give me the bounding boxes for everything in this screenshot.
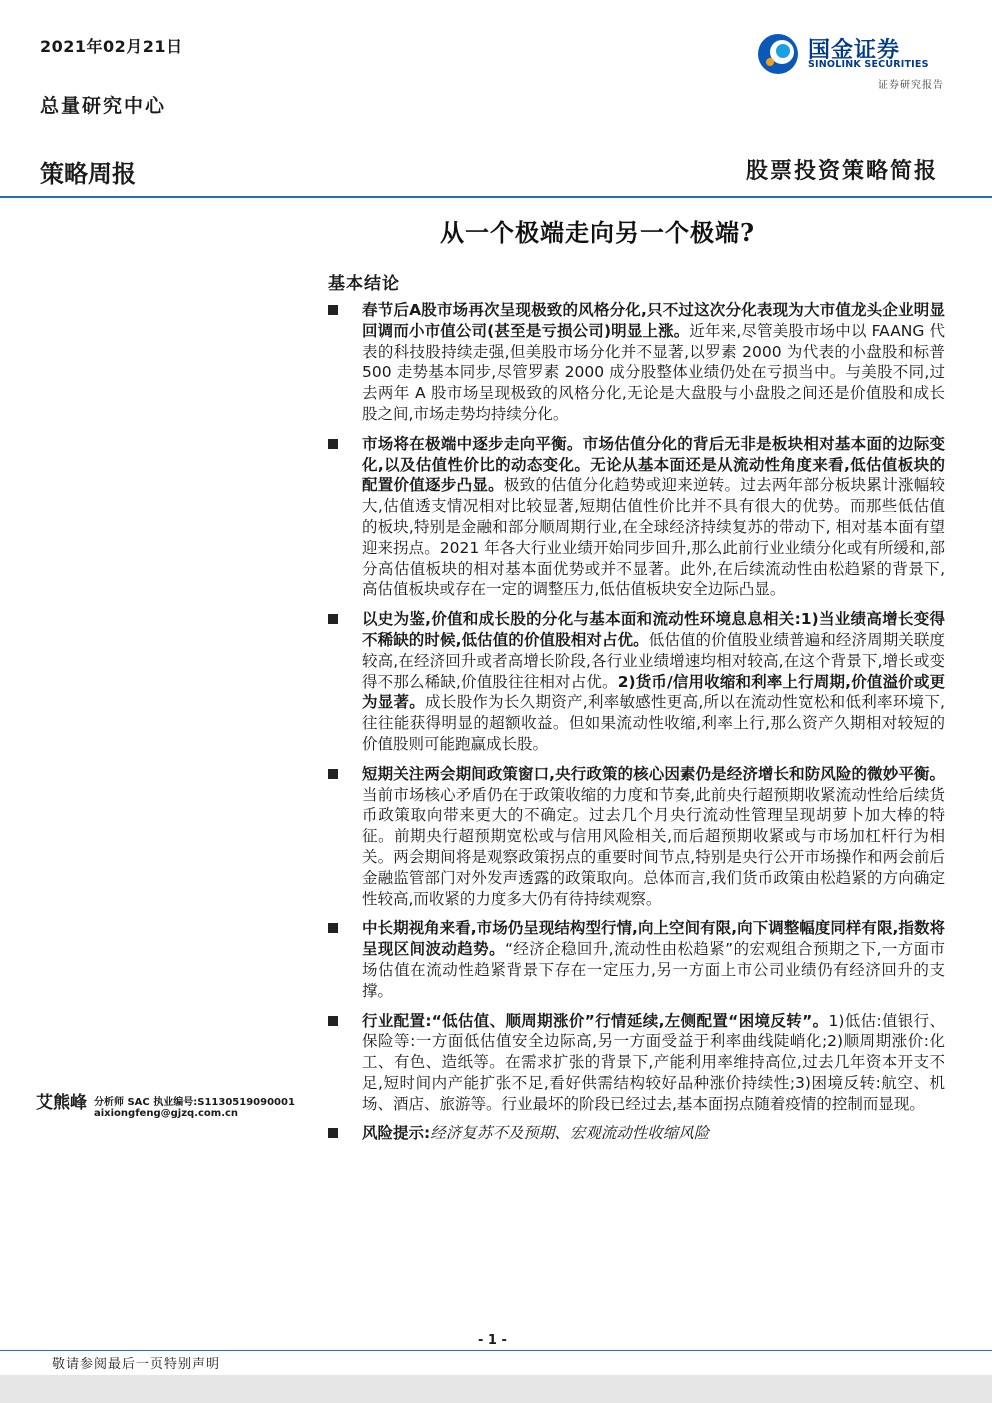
item-body: “经济企稳回升,流动性由松趋紧”的宏观组合预期之下,一方面市场估值在流动性趋紧背景下存在一定压力,另一方面上市公司业绩仍有经济回升的支撑。	[362, 940, 945, 1000]
page-number: - 1 -	[478, 1333, 507, 1348]
item-lead: 以史为鉴,价值和成长股的分化与基本面和流动性环境息息相关:1)当业绩高增长变得不稀缺的时候,低估值的价值股相对占优。	[362, 610, 945, 649]
item-lead: 市场将在极端中逐步走向平衡。市场估值分化的背后无非是板块相对基本面的边际变化,以及估值性价比的动态变化。无论从基本面还是从流动性角度来看,低估值板块的配置价值逐步凸显。	[362, 434, 945, 495]
logo-subtitle: 证券研究报告	[878, 80, 944, 91]
analyst-name: 艾熊峰	[36, 1093, 87, 1113]
conclusion-item	[328, 434, 945, 600]
conclusion-item	[328, 764, 945, 910]
footer-disclaimer: 敬请参阅最后一页特别声明	[52, 1357, 221, 1372]
item-lead: 行业配置:“低估值、顺周期涨价”行情延续,左侧配置“困境反转”。	[362, 1011, 829, 1030]
bullet-square-icon	[328, 305, 338, 315]
analyst-email: aixiongfeng@gjzq.com.cn	[94, 1108, 239, 1119]
logo-name-en: SINOLINK SECURITIES	[808, 59, 929, 70]
item-body: 1)低估:值银行、保险等:一方面低估值安全边际高,另一方面受益于利率曲线陡峭化;2)顺周期涨价:化工、有色、造纸等。在需求扩张的背景下,产能利用率维持高位,过去几年资本开支不足,短时间内产能扩张不足,看好供需结构较好品种涨价持续性;3)困境反转:航空、机场、酒店、旅游等。行业最坏的阶段已经过去,基本面拐点随着疫情的控制而显现。	[362, 1011, 945, 1113]
sinolink-logo-mark-icon	[756, 32, 800, 76]
bullet-square-icon	[328, 1016, 338, 1026]
footer-divider	[0, 1350, 992, 1351]
bullet-square-icon	[328, 769, 338, 779]
item-lead: 中长期视角来看,市场仍呈现结构型行情,向上空间有限,向下调整幅度同样有限,指数将呈现区间波动趋势。	[362, 919, 945, 959]
company-logo	[756, 30, 946, 92]
item-lead-2: 2)货币/信用收缩和利率上行周期,价值溢价或更为显著。	[362, 672, 946, 712]
bullet-square-icon	[328, 1128, 338, 1138]
logo-name-cn: 国金证券	[808, 38, 901, 63]
bullet-square-icon	[328, 439, 338, 449]
risk-label: 风险提示:	[362, 1124, 431, 1143]
risk-text: 经济复苏不及预期、宏观流动性收缩风险	[430, 1124, 710, 1143]
analyst-cert: 分析师 SAC 执业编号:S1130519090001	[94, 1097, 295, 1108]
research-center: 总量研究中心	[40, 95, 167, 117]
report-date: 2021年02月21日	[40, 37, 183, 56]
header-divider	[0, 196, 992, 198]
bullet-square-icon	[328, 923, 338, 933]
item-lead: 春节后A股市场再次呈现极致的风格分化,只不过这次分化表现为大市值龙头企业明显回调而小市值公司(甚至是亏损公司)明显上涨。	[362, 301, 945, 340]
bullet-square-icon	[328, 614, 338, 624]
report-series: 股票投资策略简报	[745, 158, 938, 184]
footer-band	[0, 1375, 992, 1403]
section-heading: 基本结论	[328, 274, 400, 294]
risk-item	[328, 1123, 945, 1144]
item-body: 近年来,尽管美股市场中以 FAANG 代表的科技股持续走强,但美股市场分化并不显著,以罗素 2000 为代表的小盘股和标普 500 走势基本同步,尽管罗素 2000 成分股整体业绩仍处在亏损当中。与美股不同,过去两年 A 股市场呈现极致的风格分化,无论是大盘股与小盘股之间还是价值股和成长股之间,市场走势均持续分化。	[362, 321, 945, 423]
item-body: 当前市场核心矛盾仍在于政策收缩的力度和节奏,此前央行超预期收紧流动性给后续货币政策取向带来更大的不确定。过去几个月央行流动性管理呈现胡萝卜加大棒的特征。前期央行超预期宽松或与信用风险相关,而后超预期收紧或与市场加杠杆行为相关。两会期间将是观察政策拐点的重要时间节点,特别是央行公开市场操作和两会前后金融监管部门对外发声透露的政策取向。总体而言,我们货币政策由松趋紧的方向确定性较高,而收紧的力度多大仍有待持续观察。	[362, 785, 945, 908]
conclusion-item	[328, 300, 945, 425]
item-body: 低估值的价值股业绩普遍和经济周期关联度较高,在经济回升或者高增长阶段,各行业业绩增速均相对较高,在这个背景下,增长或变得不那么稀缺,价值股往往相对占优。	[362, 630, 945, 691]
item-body: 极致的估值分化趋势或迎来逆转。过去两年部分板块累计涨幅较大,估值透支情况相对比较显著,短期估值性价比并不具有很大的优势。而那些低估值的板块,特别是金融和部分顺周期行业,在全球经济持续复苏的带动下, 相对基本面有望迎来拐点。2021 年各大行业业绩开始同步回升,那么此前行业业绩分化或有所缓和,部分高估值板块的相对基本面优势或并不显著。此外,在后续流动性由松趋紧的背景下,高估值板块或存在一定的调整压力,低估值板块安全边际凸显。	[362, 476, 945, 599]
item-body-2: 成长股作为长久期资产,利率敏感性更高,所以在流动性宽松和低利率环境下,往往能获得明显的超额收益。但如果流动性收缩,利率上行,那么资产久期相对较短的价值股则可能跑赢成长股。	[362, 693, 945, 753]
report-title: 从一个极端走向另一个极端?	[440, 218, 756, 247]
conclusion-item	[328, 918, 945, 1001]
item-lead: 短期关注两会期间政策窗口,央行政策的核心因素仍是经济增长和防风险的微妙平衡。	[362, 764, 945, 783]
conclusion-item	[328, 1011, 945, 1115]
conclusion-list	[328, 300, 945, 1153]
report-type: 策略周报	[40, 160, 136, 188]
conclusion-item	[328, 609, 945, 755]
